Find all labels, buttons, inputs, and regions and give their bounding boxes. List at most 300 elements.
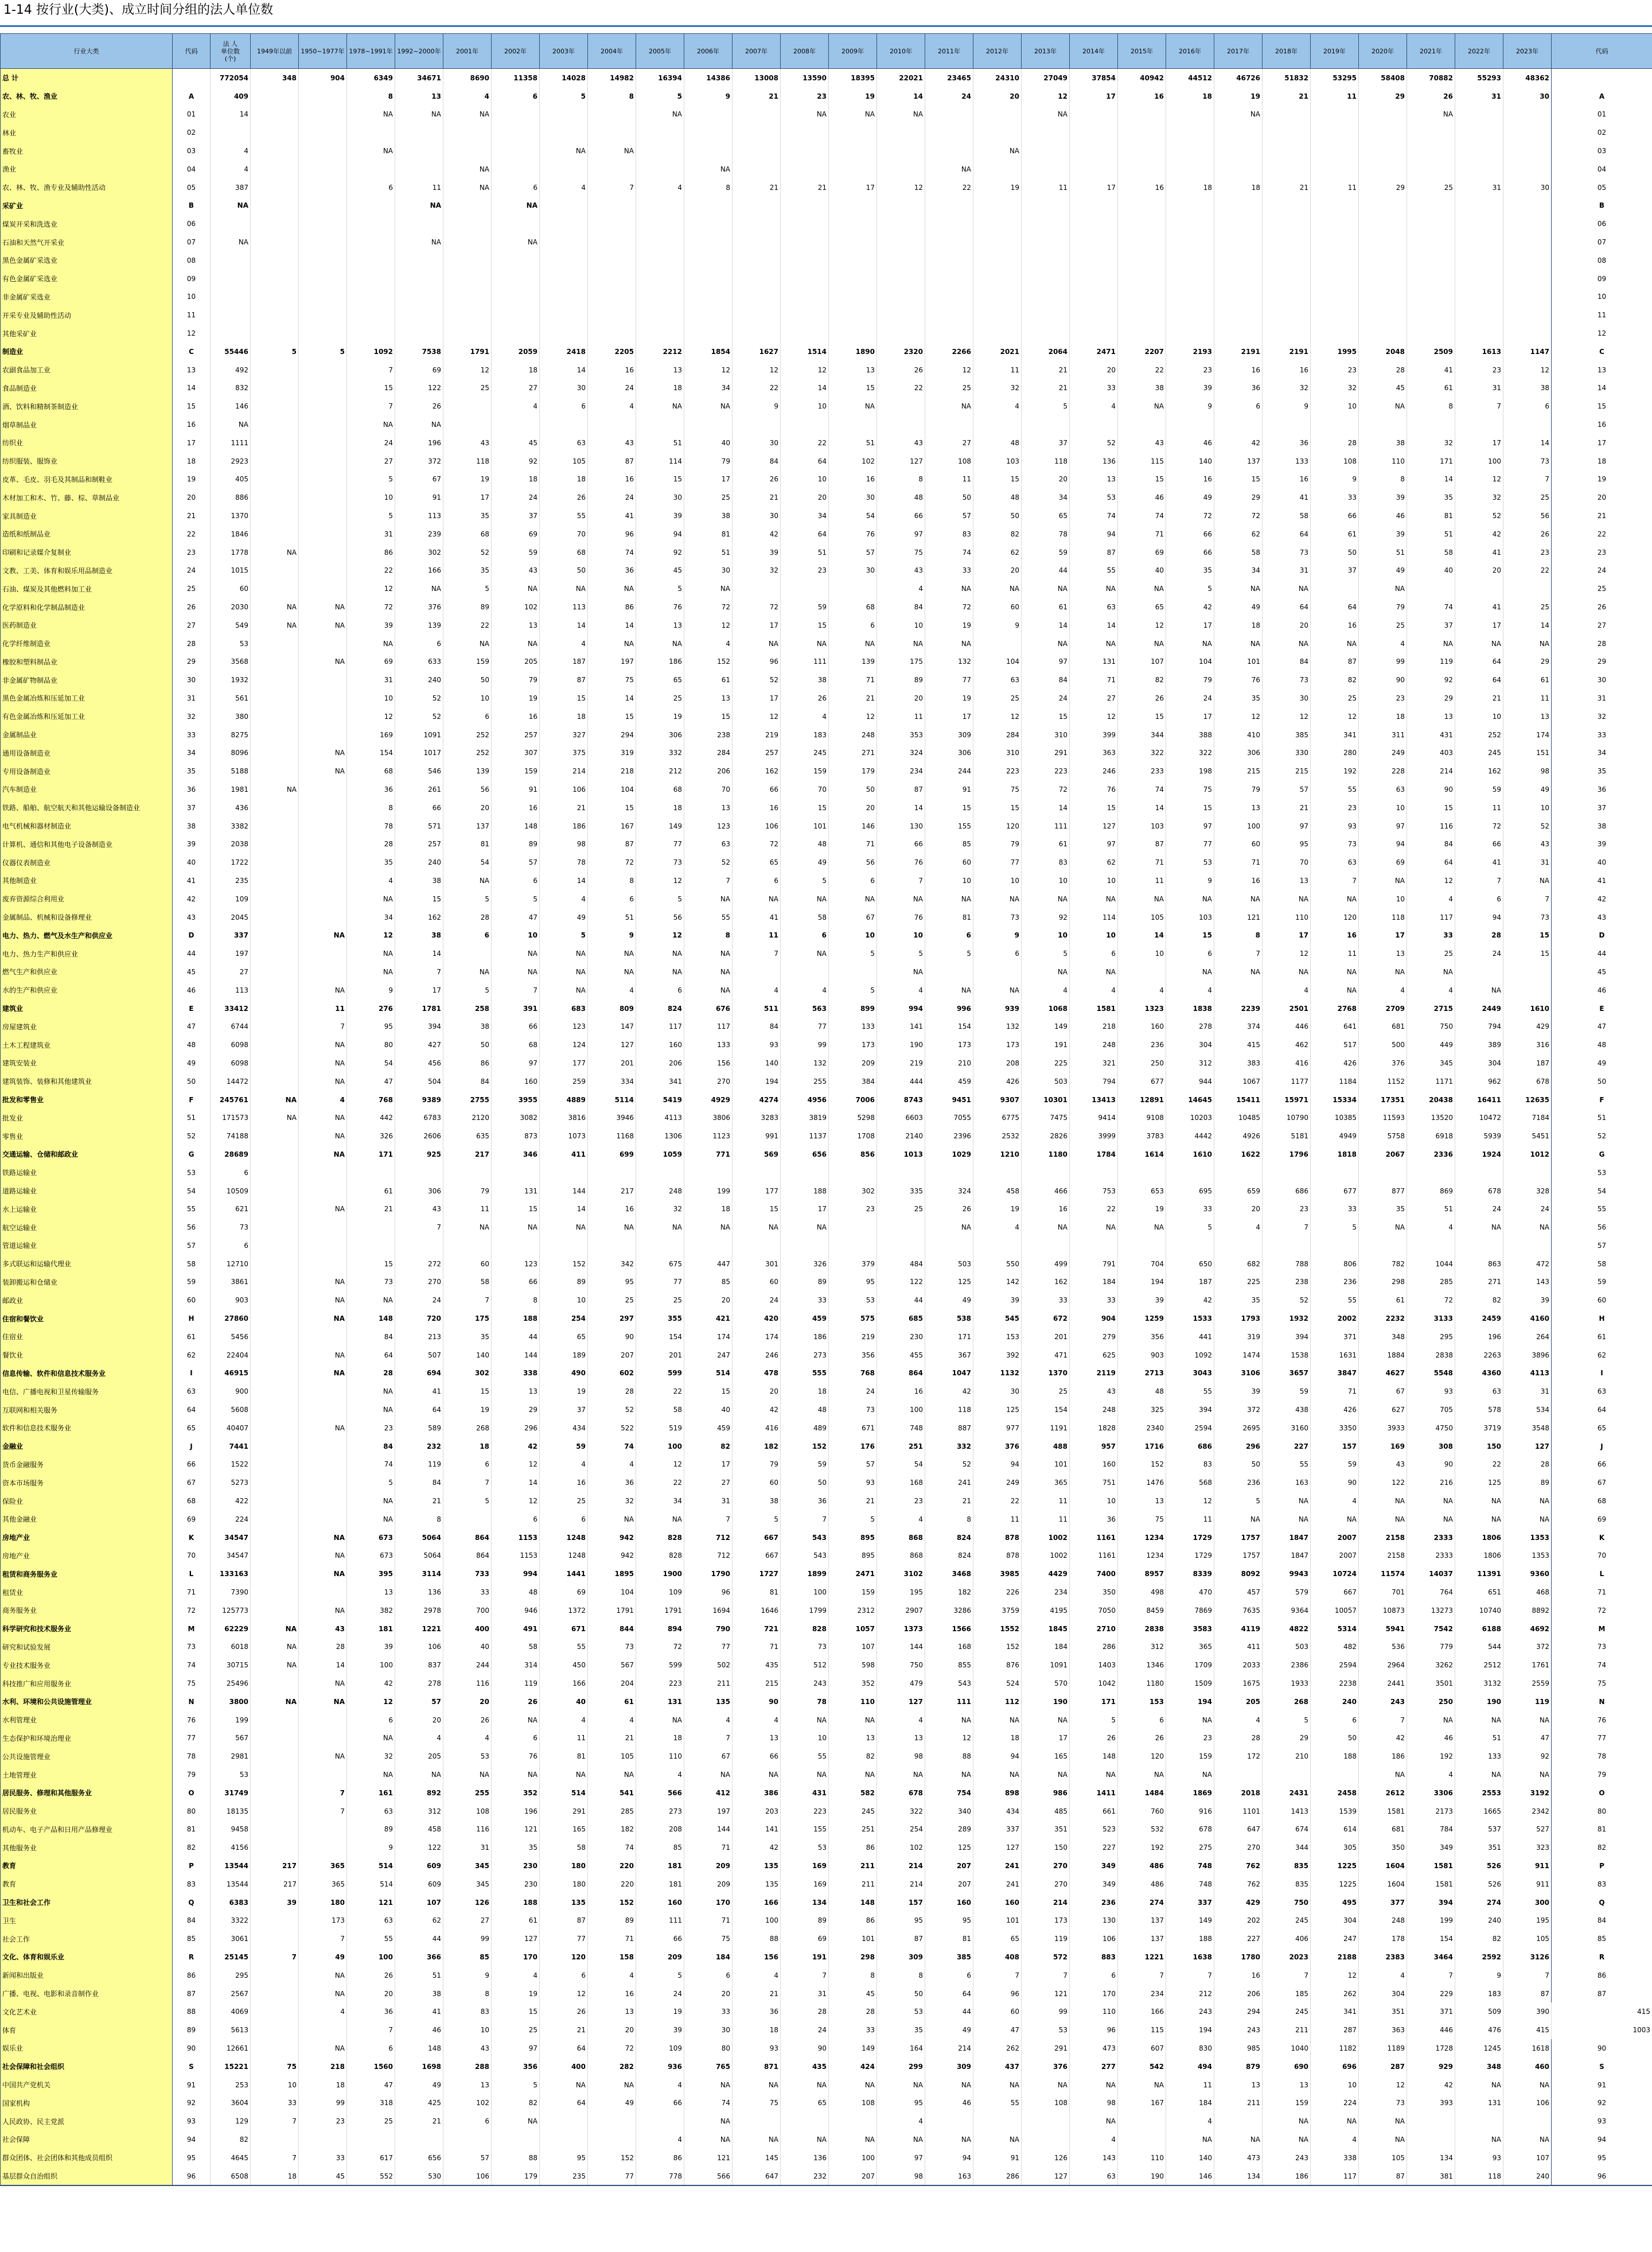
value-cell: NA <box>299 1985 347 2003</box>
value-cell: 96 <box>684 1583 733 1601</box>
value-cell: 835 <box>1263 1875 1311 1893</box>
value-cell: 15 <box>973 799 1022 817</box>
value-cell: 26 <box>733 470 781 489</box>
value-cell: NA <box>829 2076 877 2094</box>
value-cell <box>299 2021 347 2039</box>
value-cell: 53 <box>1070 488 1118 507</box>
value-cell: 271 <box>829 744 877 762</box>
value-cell: 194 <box>1166 2021 1214 2039</box>
value-cell: 71 <box>829 835 877 853</box>
value-cell: 251 <box>829 1821 877 1839</box>
value-cell: 117 <box>1407 908 1455 927</box>
value-cell <box>1214 160 1263 178</box>
value-cell <box>1263 197 1311 215</box>
value-cell <box>1214 2112 1263 2130</box>
code-cell: 09 <box>173 270 211 288</box>
value-cell <box>251 324 299 343</box>
value-cell <box>1359 1164 1407 1182</box>
value-cell: 108 <box>829 2094 877 2112</box>
value-cell: 159 <box>492 762 540 780</box>
value-cell <box>251 1711 299 1729</box>
value-cell: 77 <box>1166 835 1214 853</box>
value-cell: 191 <box>781 1948 829 1966</box>
value-cell: 17 <box>1455 434 1503 452</box>
value-cell <box>636 270 684 288</box>
value-cell: 678 <box>1455 1182 1503 1200</box>
value-cell: 116 <box>1407 817 1455 835</box>
value-cell <box>299 1473 347 1492</box>
value-cell: 765 <box>684 2057 733 2076</box>
value-cell <box>1022 270 1070 288</box>
value-cell: 33412 <box>211 999 251 1018</box>
value-cell: 1091 <box>1022 1656 1070 1674</box>
value-cell <box>1407 160 1455 178</box>
value-cell: 13 <box>1214 2076 1263 2094</box>
value-cell: 2418 <box>540 343 588 361</box>
industry-name-cell: 开采专业及辅助性活动 <box>1 306 173 324</box>
value-cell: 3114 <box>395 1565 443 1583</box>
value-cell <box>251 1838 299 1857</box>
value-cell: 16 <box>588 361 636 379</box>
value-cell: 1484 <box>1118 1784 1166 1802</box>
value-cell: 2207 <box>1118 343 1166 361</box>
value-cell: 661 <box>1070 1802 1118 1821</box>
value-cell: 4 <box>492 1966 540 1985</box>
value-cell: 83 <box>443 2002 492 2021</box>
value-cell: 17351 <box>1359 1091 1407 1109</box>
value-cell: 56 <box>829 853 877 872</box>
value-cell: 220 <box>588 1875 636 1893</box>
value-cell: 118 <box>1022 452 1070 470</box>
value-cell <box>925 123 973 142</box>
value-cell: 415 <box>1503 2021 1552 2039</box>
value-cell <box>251 251 299 270</box>
value-cell: 328 <box>1503 1182 1552 1200</box>
value-cell: 3132 <box>1455 1674 1503 1693</box>
value-cell: 194 <box>1166 1693 1214 1711</box>
value-cell: 4 <box>1407 1765 1455 1784</box>
value-cell: 33 <box>1166 1200 1214 1218</box>
value-cell <box>395 251 443 270</box>
value-cell: 80 <box>347 1036 395 1054</box>
table-row <box>1 872 1652 890</box>
table-row <box>1 1765 1652 1784</box>
code-cell: 28 <box>173 635 211 653</box>
value-cell: 208 <box>636 1821 684 1839</box>
value-cell: 1932 <box>1263 1309 1311 1328</box>
value-cell <box>588 233 636 251</box>
value-cell: 4 <box>636 2076 684 2094</box>
value-cell <box>251 452 299 470</box>
value-cell: 3350 <box>1311 1419 1359 1437</box>
value-cell: 17 <box>1263 926 1311 944</box>
code-cell: 06 <box>173 215 211 233</box>
value-cell <box>1118 324 1166 343</box>
table-row <box>1 1473 1652 1492</box>
value-cell: 92 <box>1022 908 1070 927</box>
value-cell: 5 <box>1166 1218 1214 1236</box>
value-cell <box>781 251 829 270</box>
value-cell <box>973 123 1022 142</box>
value-cell: 904 <box>299 69 347 87</box>
value-cell: 257 <box>733 744 781 762</box>
value-cell: 211 <box>1214 2094 1263 2112</box>
value-cell: 52 <box>443 543 492 562</box>
value-cell: 69 <box>781 1930 829 1948</box>
value-cell: 10873 <box>1359 1601 1407 1620</box>
value-cell: 74 <box>925 543 973 562</box>
value-cell: 2923 <box>211 452 251 470</box>
value-cell: 8339 <box>1166 1565 1214 1583</box>
value-cell: 23 <box>781 562 829 580</box>
value-cell: 1900 <box>636 1565 684 1583</box>
table-row <box>1 507 1652 525</box>
value-cell: 126 <box>1022 2149 1070 2167</box>
value-cell: 12661 <box>211 2039 251 2057</box>
value-cell: 307 <box>492 744 540 762</box>
value-cell: 1044 <box>1407 1255 1455 1273</box>
value-cell: 196 <box>1455 1328 1503 1346</box>
value-cell: 211 <box>684 1674 733 1693</box>
value-cell: 55 <box>684 908 733 927</box>
value-cell: 74 <box>1070 507 1118 525</box>
value-cell: 49 <box>1503 780 1552 799</box>
value-cell: 29 <box>492 1401 540 1419</box>
value-cell: 1610 <box>1503 999 1552 1018</box>
value-cell: 11 <box>973 1510 1022 1528</box>
value-cell: 11 <box>1166 1510 1214 1528</box>
code-cell-right: 94 <box>1552 2130 1652 2149</box>
value-cell: 108 <box>1311 452 1359 470</box>
value-cell: 12 <box>1070 707 1118 726</box>
value-cell <box>925 306 973 324</box>
value-cell: 89 <box>588 1911 636 1930</box>
header-period: 1950~1977年 <box>299 34 347 69</box>
value-cell: NA <box>1214 1510 1263 1528</box>
value-cell: 136 <box>1070 452 1118 470</box>
value-cell: 10509 <box>211 1182 251 1200</box>
value-cell: 911 <box>1503 1875 1552 1893</box>
value-cell: 3816 <box>540 1109 588 1127</box>
value-cell: 30 <box>829 562 877 580</box>
value-cell <box>251 1802 299 1821</box>
table-row <box>1 890 1652 908</box>
value-cell: 7 <box>781 1510 829 1528</box>
value-cell <box>877 1236 925 1255</box>
value-cell <box>829 1218 877 1236</box>
value-cell: NA <box>492 1218 540 1236</box>
value-cell: 6 <box>925 1966 973 1985</box>
value-cell: 81 <box>925 1930 973 1948</box>
value-cell: 8 <box>347 87 395 106</box>
value-cell: 43 <box>877 434 925 452</box>
value-cell: 12 <box>347 579 395 598</box>
value-cell: 694 <box>395 1364 443 1383</box>
value-cell: 252 <box>1455 726 1503 744</box>
value-cell: 563 <box>781 999 829 1018</box>
value-cell: 146 <box>211 397 251 415</box>
value-cell: 1610 <box>1166 1145 1214 1164</box>
value-cell: 148 <box>395 2039 443 2057</box>
value-cell: 1411 <box>1070 1784 1118 1802</box>
value-cell <box>251 1236 299 1255</box>
value-cell: NA <box>299 1036 347 1054</box>
value-cell: 1012 <box>1503 1145 1552 1164</box>
value-cell: 568 <box>1166 1473 1214 1492</box>
value-cell <box>395 142 443 160</box>
value-cell <box>1118 963 1166 981</box>
value-cell: 2045 <box>211 908 251 927</box>
value-cell: 214 <box>877 1875 925 1893</box>
value-cell <box>1359 123 1407 142</box>
value-cell: 3955 <box>492 1091 540 1109</box>
value-cell: 345 <box>443 1875 492 1893</box>
value-cell: 57 <box>925 507 973 525</box>
value-cell: 92 <box>1503 1747 1552 1765</box>
value-cell: 54 <box>877 1456 925 1474</box>
value-cell: 1182 <box>1311 2039 1359 2057</box>
value-cell: 107 <box>1118 653 1166 671</box>
industry-name-cell: 航空运输业 <box>1 1218 173 1236</box>
code-cell-right: 03 <box>1552 142 1652 160</box>
value-cell: 35 <box>1407 488 1455 507</box>
value-cell <box>877 142 925 160</box>
value-cell: 186 <box>1359 1747 1407 1765</box>
value-cell: 90 <box>588 1328 636 1346</box>
value-cell: NA <box>684 890 733 908</box>
industry-name-cell: 其他制造业 <box>1 872 173 890</box>
value-cell <box>1311 324 1359 343</box>
value-cell: NA <box>925 635 973 653</box>
value-cell <box>781 160 829 178</box>
industry-name-cell: 生态保护和环境治理业 <box>1 1729 173 1748</box>
value-cell: 434 <box>540 1419 588 1437</box>
value-cell: 88 <box>492 2149 540 2167</box>
value-cell: 304 <box>1311 1911 1359 1930</box>
value-cell: 17 <box>395 981 443 999</box>
value-cell: 82 <box>1455 1930 1503 1948</box>
value-cell: 57 <box>443 2149 492 2167</box>
value-cell: 1727 <box>733 1565 781 1583</box>
value-cell <box>211 324 251 343</box>
value-cell <box>299 817 347 835</box>
value-cell: 25 <box>443 379 492 398</box>
value-cell: 95 <box>1263 835 1311 853</box>
value-cell: 126 <box>443 1893 492 1912</box>
value-cell: 163 <box>925 2167 973 2186</box>
value-cell: 39 <box>1503 1291 1552 1309</box>
table-row <box>1 525 1652 543</box>
value-cell <box>443 270 492 288</box>
value-cell: 507 <box>395 1346 443 1364</box>
header-period: 2007年 <box>733 34 781 69</box>
value-cell: 351 <box>1359 2002 1407 2021</box>
value-cell: 47 <box>347 1072 395 1091</box>
value-cell <box>1022 197 1070 215</box>
value-cell: 7 <box>1503 1966 1552 1985</box>
value-cell: 868 <box>877 1528 925 1547</box>
value-cell: 337 <box>973 1821 1022 1839</box>
value-cell: 287 <box>1311 2021 1359 2039</box>
table-row <box>1 944 1652 963</box>
value-cell <box>1503 415 1552 434</box>
value-cell <box>925 251 973 270</box>
table-row <box>1 1309 1652 1328</box>
value-cell <box>973 251 1022 270</box>
value-cell: 712 <box>684 1528 733 1547</box>
value-cell: NA <box>395 233 443 251</box>
value-cell: 25 <box>1407 178 1455 197</box>
value-cell: 39 <box>1166 379 1214 398</box>
value-cell: 67 <box>829 908 877 927</box>
value-cell <box>1166 233 1214 251</box>
table-row <box>1 1291 1652 1309</box>
value-cell <box>1070 160 1118 178</box>
value-cell: 186 <box>781 1328 829 1346</box>
table-row <box>1 2057 1652 2076</box>
value-cell <box>1407 123 1455 142</box>
value-cell: 75 <box>588 671 636 689</box>
value-cell <box>1070 123 1118 142</box>
value-cell: 10 <box>1311 2076 1359 2094</box>
value-cell: 72 <box>733 835 781 853</box>
value-cell: 782 <box>1359 1255 1407 1273</box>
industry-name-cell: 纺织服装、服饰业 <box>1 452 173 470</box>
code-cell-right: 46 <box>1552 981 1652 999</box>
value-cell <box>1022 215 1070 233</box>
value-cell: 459 <box>781 1309 829 1328</box>
value-cell: NA <box>973 142 1022 160</box>
value-cell: 379 <box>829 1255 877 1273</box>
value-cell: 1560 <box>347 2057 395 2076</box>
industry-name-cell: 非金属矿物制品业 <box>1 671 173 689</box>
value-cell: NA <box>829 106 877 124</box>
value-cell: 33 <box>684 2002 733 2021</box>
value-cell: 1847 <box>1263 1547 1311 1565</box>
value-cell: 29 <box>1359 87 1407 106</box>
value-cell: 330 <box>1263 744 1311 762</box>
value-cell <box>347 123 395 142</box>
value-cell: 4 <box>211 160 251 178</box>
value-cell: 145 <box>733 2149 781 2167</box>
value-cell: NA <box>684 1765 733 1784</box>
value-cell: 274 <box>1118 1893 1166 1912</box>
value-cell: 321 <box>1070 1054 1118 1072</box>
value-cell: 89 <box>443 598 492 616</box>
value-cell: 66 <box>733 780 781 799</box>
value-cell: NA <box>588 1510 636 1528</box>
value-cell: 1780 <box>1214 1948 1263 1966</box>
value-cell: 1180 <box>1118 1674 1166 1693</box>
value-cell: 32 <box>973 379 1022 398</box>
value-cell: 77 <box>684 1638 733 1656</box>
value-cell: 366 <box>395 1948 443 1966</box>
value-cell: 140 <box>733 1054 781 1072</box>
value-cell: 13 <box>877 1729 925 1748</box>
value-cell: 994 <box>877 999 925 1018</box>
value-cell: 136 <box>395 1583 443 1601</box>
code-cell: E <box>173 999 211 1018</box>
value-cell: 291 <box>1022 2039 1070 2057</box>
code-cell-right: 42 <box>1552 890 1652 908</box>
value-cell: 458 <box>973 1182 1022 1200</box>
value-cell: NA <box>1022 963 1070 981</box>
value-cell: 182 <box>925 1583 973 1601</box>
value-cell: 344 <box>1263 1838 1311 1857</box>
value-cell <box>1503 233 1552 251</box>
code-cell: 76 <box>173 1711 211 1729</box>
value-cell: 450 <box>540 1656 588 1674</box>
value-cell: 633 <box>395 653 443 671</box>
value-cell: NA <box>1359 1765 1407 1784</box>
table-row <box>1 1948 1652 1966</box>
table-row <box>1 908 1652 927</box>
industry-name-cell: 互联网和相关服务 <box>1 1401 173 1419</box>
value-cell: 7 <box>299 1017 347 1036</box>
value-cell: 17 <box>1070 178 1118 197</box>
value-cell: 4 <box>684 635 733 653</box>
value-cell: 55 <box>1166 1382 1214 1401</box>
value-cell: 245 <box>1263 1911 1311 1930</box>
value-cell: 672 <box>1022 1309 1070 1328</box>
value-cell: 57 <box>1263 780 1311 799</box>
table-row <box>1 2130 1652 2149</box>
value-cell: 26 <box>540 488 588 507</box>
value-cell: 18 <box>540 707 588 726</box>
value-cell <box>492 2130 540 2149</box>
value-cell <box>299 106 347 124</box>
value-cell: 543 <box>925 1674 973 1693</box>
value-cell: 384 <box>829 1072 877 1091</box>
value-cell: 6 <box>1311 1711 1359 1729</box>
value-cell <box>829 142 877 160</box>
code-cell-right: 92 <box>1552 2094 1652 2112</box>
value-cell: 113 <box>395 507 443 525</box>
value-cell: 264 <box>1503 1328 1552 1346</box>
value-cell <box>299 579 347 598</box>
value-cell: 217 <box>588 1182 636 1200</box>
value-cell: 38 <box>443 1017 492 1036</box>
value-cell <box>877 251 925 270</box>
value-cell <box>251 1547 299 1565</box>
value-cell: 13 <box>1118 1492 1166 1510</box>
value-cell: 3082 <box>492 1109 540 1127</box>
value-cell: 58 <box>1214 543 1263 562</box>
industry-name-cell: 土地管理业 <box>1 1765 173 1784</box>
value-cell: 673 <box>347 1528 395 1547</box>
value-cell: 58 <box>636 1401 684 1419</box>
value-cell: 278 <box>1166 1017 1214 1036</box>
value-cell: 107 <box>829 1638 877 1656</box>
value-cell: 74 <box>1118 507 1166 525</box>
code-cell-right: 51 <box>1552 1109 1652 1127</box>
value-cell <box>299 178 347 197</box>
value-cell: 13 <box>1214 799 1263 817</box>
value-cell: 1372 <box>540 1601 588 1620</box>
value-cell: 45 <box>299 2167 347 2186</box>
value-cell: 58 <box>1407 543 1455 562</box>
value-cell: 348 <box>1455 2057 1503 2076</box>
value-cell <box>1311 415 1359 434</box>
value-cell <box>299 324 347 343</box>
value-cell: 903 <box>1118 1346 1166 1364</box>
value-cell: 50 <box>540 562 588 580</box>
value-cell: 31 <box>347 671 395 689</box>
code-cell: 29 <box>173 653 211 671</box>
value-cell: 39 <box>733 543 781 562</box>
value-cell: 9 <box>347 1838 395 1857</box>
value-cell: 207 <box>588 1346 636 1364</box>
